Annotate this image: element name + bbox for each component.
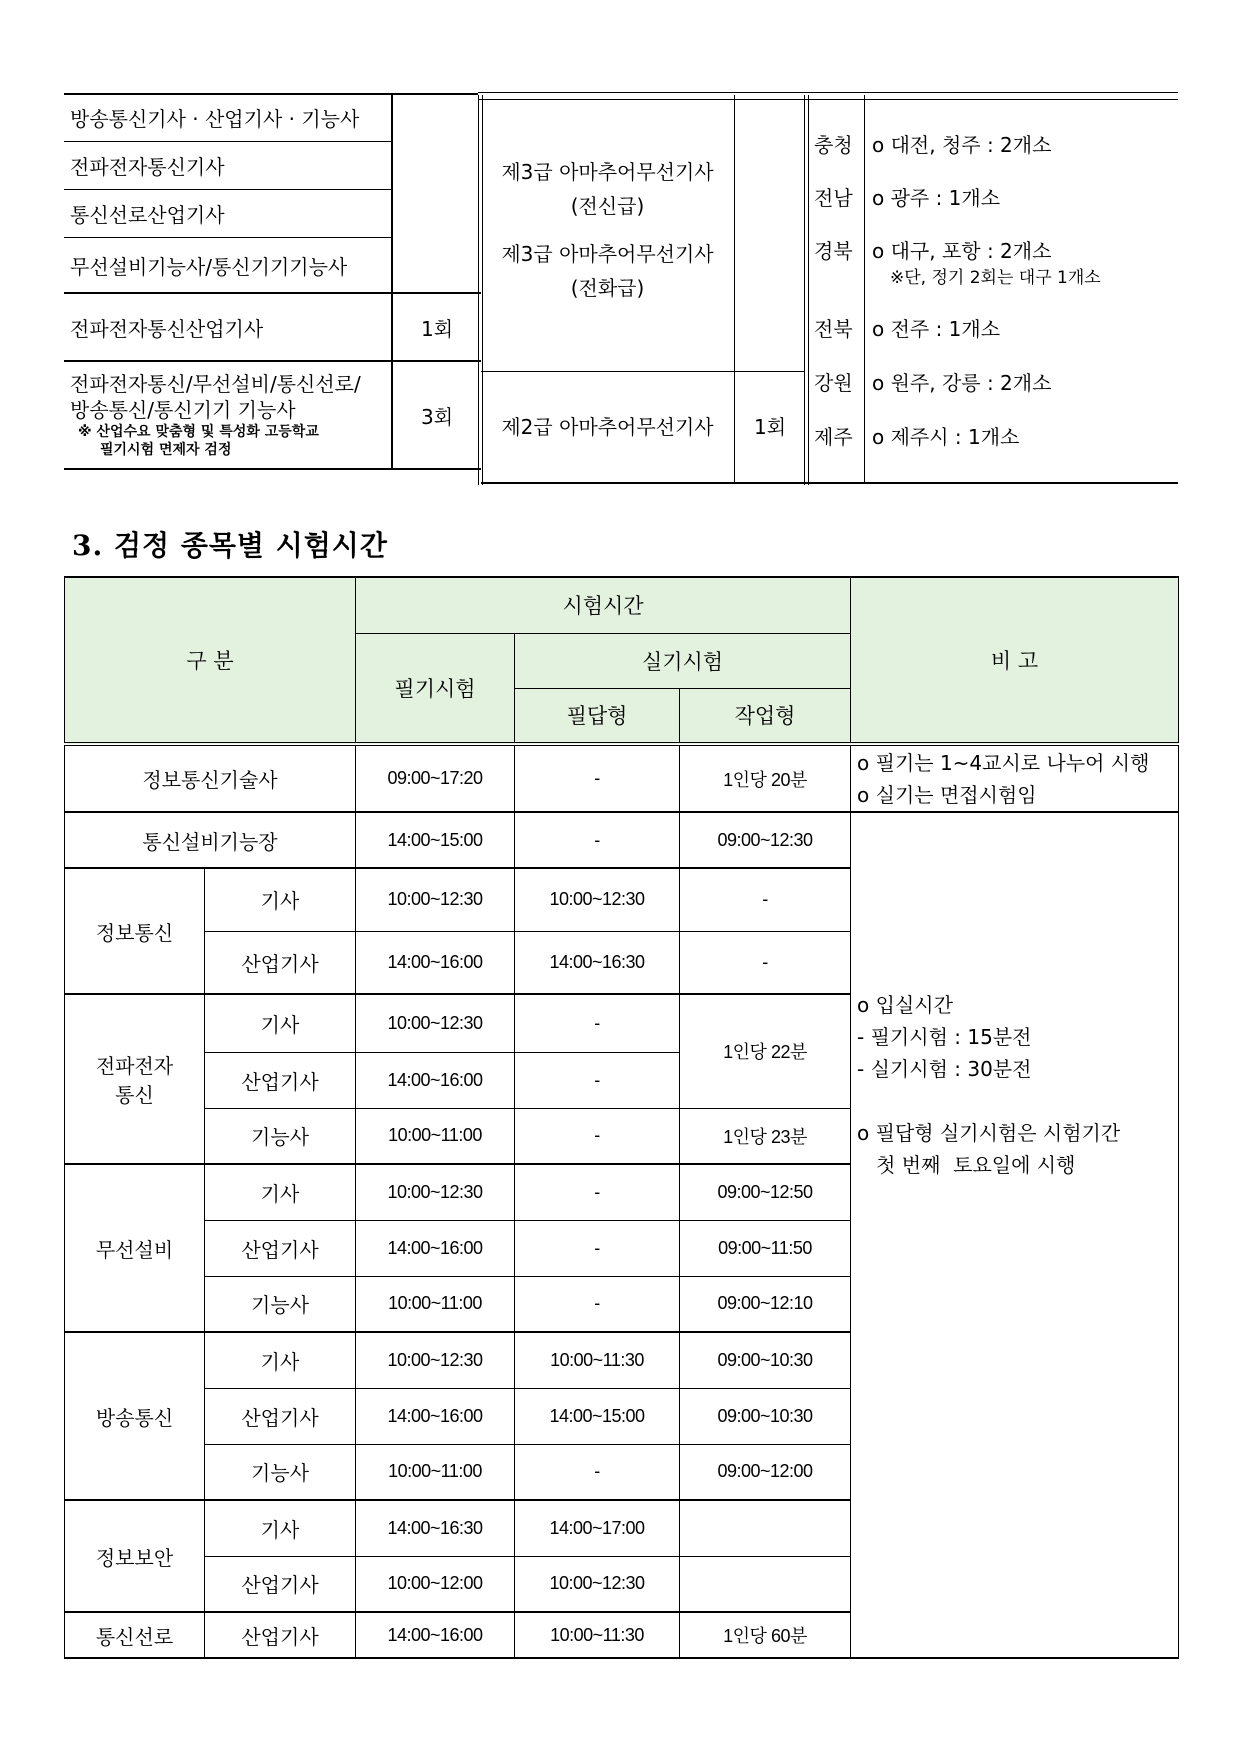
amateur3-phone-line2: (전화급) — [570, 276, 645, 300]
written-time: 14:00~16:30 — [356, 1500, 515, 1556]
region-name: 제주 — [814, 425, 853, 449]
row-subcategory: 기능사 — [205, 1276, 356, 1332]
qual-label: 방송통신기사 · 산업기사 · 기능사 — [70, 107, 360, 131]
region-detail: o 제주시 : 1개소 — [872, 425, 1020, 449]
amateur-upper — [481, 95, 734, 372]
region-name: 경북 — [814, 239, 853, 263]
work-time: 09:00~12:50 — [680, 1164, 851, 1220]
answer-time: 14:00~15:00 — [515, 1388, 680, 1444]
qual-count — [392, 94, 481, 293]
row-category: 통신설비기능장 — [65, 812, 356, 868]
work-time: 09:00~11:50 — [680, 1220, 851, 1276]
row-category: 정보보안 — [65, 1500, 205, 1612]
region-detail: o 광주 : 1개소 — [872, 186, 1001, 210]
amateur3-phone — [481, 237, 734, 305]
remark-line: 첫 번째 토요일에 시행 — [857, 1153, 1076, 1177]
qual-label-multi — [64, 361, 392, 469]
qual-note: ※ 산업수요 맞춤형 및 특성화 고등학교 — [78, 424, 319, 440]
row-subcategory: 기사 — [205, 994, 356, 1052]
bottom-rule — [481, 482, 804, 484]
work-time: 1인당 22분 — [680, 994, 851, 1108]
row-subcategory: 기사 — [205, 1332, 356, 1388]
remark-line: o 필기는 1~4교시로 나누어 시행 — [857, 750, 1150, 775]
answer-time: 10:00~12:30 — [515, 1556, 680, 1612]
qualification-rounds-table — [64, 94, 481, 470]
qual-label-line: 방송통신/통신기기 기능사 — [70, 398, 296, 422]
row-category: 통신선로 — [65, 1612, 205, 1658]
remark-line: - 실기시험 : 30분전 — [857, 1057, 1032, 1081]
written-time: 14:00~16:00 — [356, 1220, 515, 1276]
answer-time: 10:00~12:30 — [515, 868, 680, 931]
header-written-answer: 필답형 — [515, 688, 680, 744]
answer-time: - — [515, 1444, 680, 1500]
region-row — [808, 313, 1178, 343]
row-category-line: 전파전자 — [95, 1054, 174, 1078]
work-time: 1인당 20분 — [680, 744, 851, 812]
row-category: 방송통신 — [65, 1332, 205, 1500]
answer-time: - — [515, 744, 680, 812]
row-subcategory: 산업기사 — [205, 1612, 356, 1658]
qual-note: 필기시험 면제자 검정 — [100, 442, 232, 458]
row-subcategory: 기사 — [205, 1500, 356, 1556]
work-time: 09:00~12:00 — [680, 1444, 851, 1500]
remark-line: - 필기시험 : 15분전 — [857, 1025, 1032, 1049]
row-subcategory: 산업기사 — [205, 1388, 356, 1444]
amateur2-label: 제2급 아마추어무선기사 — [501, 415, 714, 439]
header-remarks: 비 고 — [851, 577, 1179, 744]
region-row — [808, 367, 1178, 397]
row-subcategory: 기사 — [205, 1164, 356, 1220]
header-category: 구 분 — [65, 577, 356, 744]
work-time: 09:00~12:10 — [680, 1276, 851, 1332]
region-detail: o 대전, 청주 : 2개소 — [872, 133, 1052, 157]
remark-line — [857, 1085, 1178, 1117]
written-time: 14:00~15:00 — [356, 812, 515, 868]
answer-time: - — [515, 1276, 680, 1332]
written-time: 10:00~11:00 — [356, 1276, 515, 1332]
remark-line: o 입실시간 — [857, 993, 953, 1017]
written-time: 10:00~12:00 — [356, 1556, 515, 1612]
header-work-type: 작업형 — [680, 688, 851, 744]
row-category-line: 통신 — [115, 1083, 154, 1107]
row-category: 정보통신 — [65, 868, 205, 994]
exam-location-block — [808, 95, 1178, 485]
region-detail: o 원주, 강릉 : 2개소 — [872, 371, 1052, 395]
bottom-rule — [804, 482, 1178, 484]
row-subcategory: 기능사 — [205, 1444, 356, 1500]
written-time: 09:00~17:20 — [356, 744, 515, 812]
row-subcategory: 산업기사 — [205, 931, 356, 994]
written-time: 10:00~12:30 — [356, 1164, 515, 1220]
qual-label-line: 전파전자통신/무선설비/통신선로/ — [70, 372, 361, 396]
remark-line: o 실기는 면접시험임 — [857, 782, 1037, 807]
row-category — [65, 994, 205, 1164]
amateur3-telegraph — [481, 155, 734, 223]
exam-schedule-table — [64, 576, 1179, 1659]
row-category: 정보통신기술사 — [65, 744, 356, 812]
qual-count: 3회 — [392, 361, 481, 469]
written-time: 14:00~16:00 — [356, 931, 515, 994]
answer-time: - — [515, 994, 680, 1052]
amateur-radio-block — [481, 95, 804, 485]
qual-count: 1회 — [392, 293, 481, 361]
answer-time: 14:00~17:00 — [515, 1500, 680, 1556]
answer-time: 10:00~11:30 — [515, 1612, 680, 1658]
region-row — [808, 182, 1178, 212]
header-practical: 실기시험 — [515, 633, 851, 688]
region-name: 전남 — [814, 186, 853, 210]
answer-time: - — [515, 1220, 680, 1276]
work-time: - — [680, 931, 851, 994]
amateur3-telegraph-line1: 제3급 아마추어무선기사 — [501, 160, 714, 184]
answer-time: - — [515, 812, 680, 868]
work-time — [680, 1500, 851, 1556]
row-category: 무선설비 — [65, 1164, 205, 1332]
header-exam-time: 시험시간 — [356, 577, 851, 633]
qual-label: 전파전자통신기사 — [70, 155, 225, 179]
work-time: 1인당 60분 — [680, 1612, 851, 1658]
region-note: ※단, 정기 2회는 대구 1개소 — [890, 268, 1101, 288]
written-time: 10:00~11:00 — [356, 1444, 515, 1500]
region-row — [808, 235, 1178, 291]
amateur3-phone-line1: 제3급 아마추어무선기사 — [501, 242, 714, 266]
answer-time: - — [515, 1052, 680, 1108]
row-subcategory: 산업기사 — [205, 1220, 356, 1276]
answer-time: - — [515, 1164, 680, 1220]
row-subcategory: 기능사 — [205, 1108, 356, 1164]
answer-time: 10:00~11:30 — [515, 1332, 680, 1388]
region-row — [808, 421, 1178, 451]
amateur3-telegraph-line2: (전신급) — [570, 194, 645, 218]
work-time: 09:00~12:30 — [680, 812, 851, 868]
written-time: 10:00~12:30 — [356, 1332, 515, 1388]
written-time: 10:00~11:00 — [356, 1108, 515, 1164]
remarks-r1 — [851, 744, 1179, 812]
written-time: 14:00~16:00 — [356, 1052, 515, 1108]
answer-time: 14:00~16:30 — [515, 931, 680, 994]
region-name: 전북 — [814, 317, 853, 341]
written-time: 10:00~12:30 — [356, 994, 515, 1052]
qual-label: 전파전자통신산업기사 — [70, 316, 264, 341]
work-time — [680, 1556, 851, 1612]
region-row — [808, 129, 1178, 159]
work-time: - — [680, 868, 851, 931]
section-title: 3. 검정 종목별 시험시간 — [72, 529, 388, 562]
qual-label: 통신선로산업기사 — [70, 203, 225, 227]
written-time: 14:00~16:00 — [356, 1612, 515, 1658]
work-time: 09:00~10:30 — [680, 1332, 851, 1388]
row-subcategory: 산업기사 — [205, 1052, 356, 1108]
remarks-main — [851, 812, 1179, 1658]
answer-time: - — [515, 1108, 680, 1164]
amateur2-count: 1회 — [734, 372, 805, 482]
region-name: 강원 — [814, 371, 853, 395]
written-time: 14:00~16:00 — [356, 1388, 515, 1444]
amateur-count-col — [734, 95, 805, 372]
header-written: 필기시험 — [356, 633, 515, 744]
region-name: 충청 — [814, 133, 853, 157]
written-time: 10:00~12:30 — [356, 868, 515, 931]
work-time: 09:00~10:30 — [680, 1388, 851, 1444]
row-subcategory: 산업기사 — [205, 1556, 356, 1612]
region-detail: o 대구, 포항 : 2개소 — [872, 239, 1052, 263]
region-detail: o 전주 : 1개소 — [872, 317, 1001, 341]
row-subcategory: 기사 — [205, 868, 356, 931]
work-time: 1인당 23분 — [680, 1108, 851, 1164]
remark-line: o 필답형 실기시험은 시험기간 — [857, 1121, 1121, 1145]
qual-label: 무선설비기능사/통신기기기능사 — [70, 254, 348, 279]
